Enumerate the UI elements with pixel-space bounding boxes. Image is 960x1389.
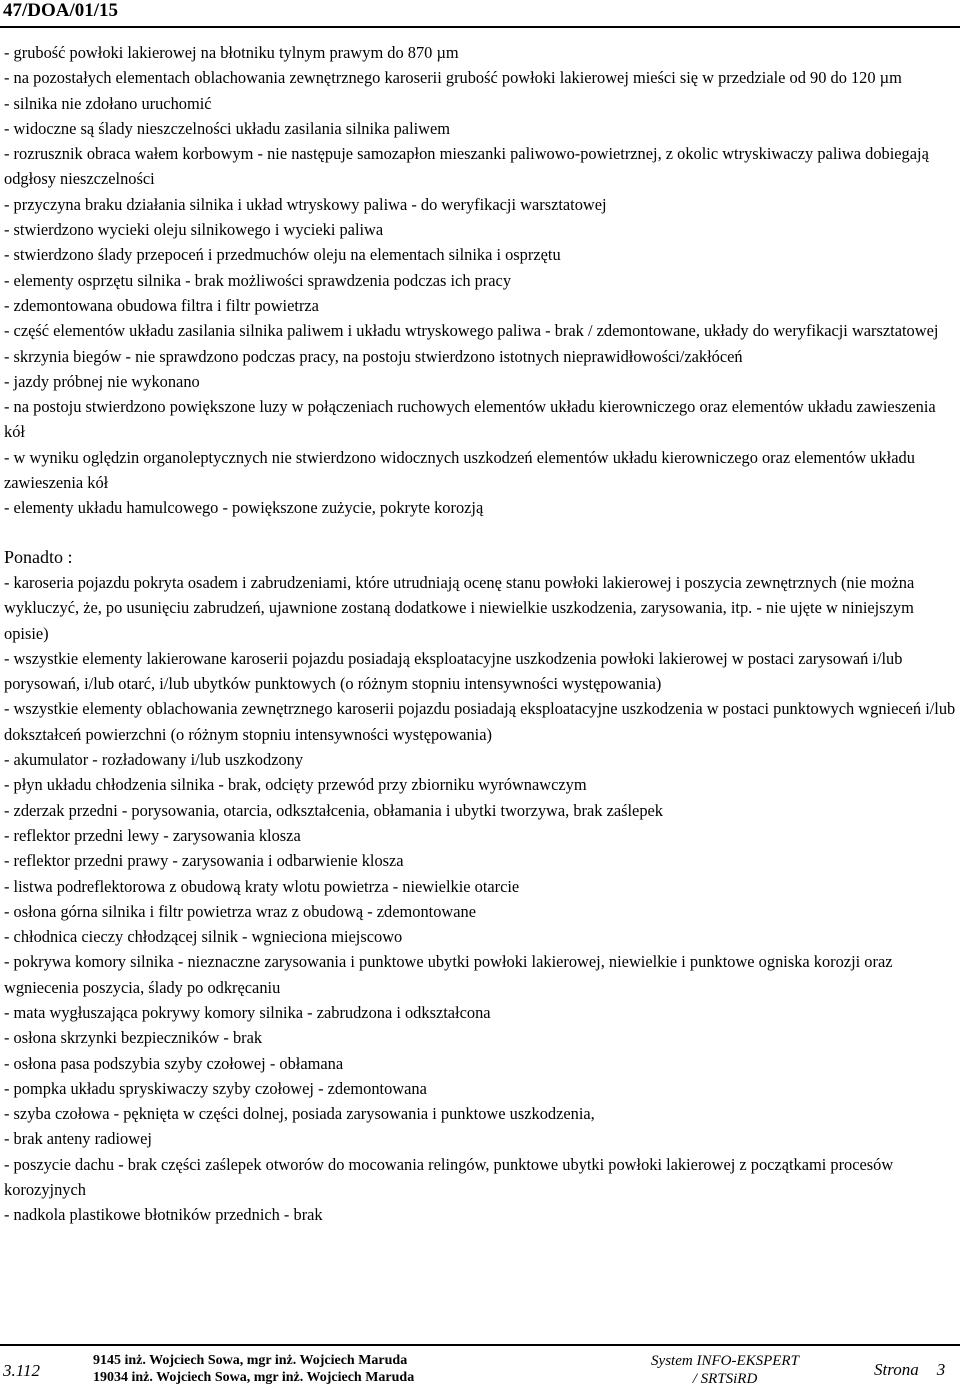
list-item: - karoseria pojazdu pokryta osadem i zabrudzeniami, które utrudniają ocenę stanu powłoki lakierowej i poszycia zewnętrznych (nie można wykluczyć, że, po usunięciu zabrudzeń, ujawnione zostaną dodatkowe i niewielkie uszkodzenia, zarysowania, itp. - nie ujęte w niniejszym opisie) (4, 572, 915, 643)
list-item: - pokrywa komory silnika - nieznaczne zarysowania i punktowe ubytki powłoki lakierowej, niewielkie i punktowe ogniska korozji oraz wgniecenia poszycia, ślady po odkręcaniu (4, 952, 893, 997)
list-item: - widoczne są ślady nieszczelności układu zasilania silnika paliwem (4, 118, 451, 138)
list-item: - w wyniku oględzin organoleptycznych nie stwierdzono widocznych uszkodzeń elementów układu kierowniczego oraz elementów układu zawieszenia kół (4, 447, 915, 493)
list-item: - rozrusznik obraca wałem korbowym - nie następuje samozapłon mieszanki paliwowo-powietrznej, z okolic wtryskiwaczy paliwa dobiegają odgłosy nieszczelności (4, 144, 929, 189)
list-item: - chłodnica cieczy chłodzącej silnik - wgnieciona miejscowo (4, 927, 403, 947)
page-number: 3 (936, 1360, 946, 1379)
list-item: - elementy układu hamulcowego - powiększone zużycie, pokryte korozją (4, 498, 484, 518)
list-item: - grubość powłoki lakierowej na błotniku tylnym prawym do 870 µm (4, 43, 459, 62)
system-line-2: / SRTSiRD (692, 1371, 758, 1387)
list-item: - nadkola plastikowe błotników przednich - brak (4, 1205, 323, 1225)
footer-page (874, 1360, 945, 1380)
list-item: - osłona skrzynki bezpieczników - brak (4, 1028, 263, 1048)
list-item: - na pozostałych elementach oblachowania zewnętrznego karoserii grubość powłoki lakierowej mieści się w przedziale od 90 do 120 µm (4, 68, 902, 88)
author-line-1: 9145 inż. Wojciech Sowa, mgr inż. Wojciech Maruda (93, 1353, 408, 1368)
list-item: - skrzynia biegów - nie sprawdzono podczas pracy, na postoju stwierdzono istotnych nieprawidłowości/zakłóceń (4, 346, 743, 366)
list-item: - reflektor przedni prawy - zarysowania i odbarwienie klosza (4, 851, 404, 871)
list-item: - akumulator - rozładowany i/lub uszkodzony (4, 750, 304, 770)
system-line-1: System INFO-EKSPERT (651, 1353, 799, 1369)
list-item: - stwierdzono wycieki oleju silnikowego i wycieki paliwa (4, 220, 384, 240)
list-item: - na postoju stwierdzono powiększone luzy w połączeniach ruchowych elementów układu kierowniczego oraz elementów układu zawieszenia kół (4, 397, 936, 442)
document-id: 47/DOA/01/15 (3, 0, 119, 21)
footer-rule (0, 1344, 960, 1346)
list-item: - zdemontowana obudowa filtra i filtr powietrza (4, 295, 319, 315)
list-item: - brak anteny radiowej (4, 1129, 152, 1149)
list-item: - listwa podreflektorowa z obudową kraty wlotu powietrza - niewielkie otarcie (4, 876, 520, 896)
header-rule (0, 26, 960, 28)
list-item: - osłona pasa podszybia szyby czołowej - obłamana (4, 1053, 344, 1073)
page-label: Strona (874, 1360, 919, 1379)
list-item: - jazdy próbnej nie wykonano (4, 371, 200, 391)
author-line-2: 19034 inż. Wojciech Sowa, mgr inż. Wojciech Maruda (93, 1370, 415, 1385)
footer-authors (93, 1352, 414, 1386)
list-item: - stwierdzono ślady przepoceń i przedmuchów oleju na elementach silnika i osprzętu (4, 245, 561, 265)
document-body (4, 40, 956, 1228)
list-item: - szyba czołowa - pęknięta w części dolnej, posiada zarysowania i punktowe uszkodzenia, (4, 1104, 595, 1124)
ponadto-heading: Ponadto : (4, 546, 73, 567)
damage-list (4, 570, 956, 1228)
list-item: - wszystkie elementy lakierowane karoserii pojazdu posiadają eksploatacyjne uszkodzenia powłoki lakierowej w postaci zarysowań i/lub porysowań, i/lub otarć, i/lub ubytków punktowych (o różnym stopniu intensywności występowania) (4, 648, 903, 694)
footer-section-number: 3.112 (3, 1361, 40, 1380)
list-item: - płyn układu chłodzenia silnika - brak, odcięty przewód przy zbiorniku wyrównawczym (4, 775, 587, 795)
list-item: - elementy osprzętu silnika - brak możliwości sprawdzenia podczas ich pracy (4, 270, 512, 290)
list-item: - pompka układu spryskiwaczy szyby czołowej - zdemontowana (4, 1078, 427, 1098)
list-item: - mata wygłuszająca pokrywy komory silnika - zabrudzona i odkształcona (4, 1002, 491, 1022)
list-item: - silnika nie zdołano uruchomić (4, 93, 212, 113)
findings-list (4, 40, 956, 521)
section-spacer (4, 521, 956, 545)
list-item: - część elementów układu zasilania silnika paliwem i układu wtryskowego paliwa - brak / zdemontowane, układy do weryfikacji warsztatowej (4, 321, 939, 341)
list-item: - osłona górna silnika i filtr powietrza wraz z obudową - zdemontowane (4, 901, 476, 921)
footer-system (641, 1352, 809, 1388)
list-item: - zderzak przedni - porysowania, otarcia, odkształcenia, obłamania i ubytki tworzywa, brak zaślepek (4, 800, 663, 820)
list-item: - przyczyna braku działania silnika i układ wtryskowy paliwa - do weryfikacji warsztatowej (4, 194, 607, 214)
list-item: - poszycie dachu - brak części zaślepek otworów do mocowania relingów, punktowe ubytki powłoki lakierowej z początkami procesów korozyjnych (4, 1154, 894, 1200)
list-item: - reflektor przedni lewy - zarysowania klosza (4, 825, 301, 845)
list-item: - wszystkie elementy oblachowania zewnętrznego karoserii pojazdu posiadają eksploatacyjne uszkodzenia w postaci punktowych wgnieceń i/lub dokształceń powierzchni (o różnym stopniu intensywności występowania) (4, 699, 956, 744)
